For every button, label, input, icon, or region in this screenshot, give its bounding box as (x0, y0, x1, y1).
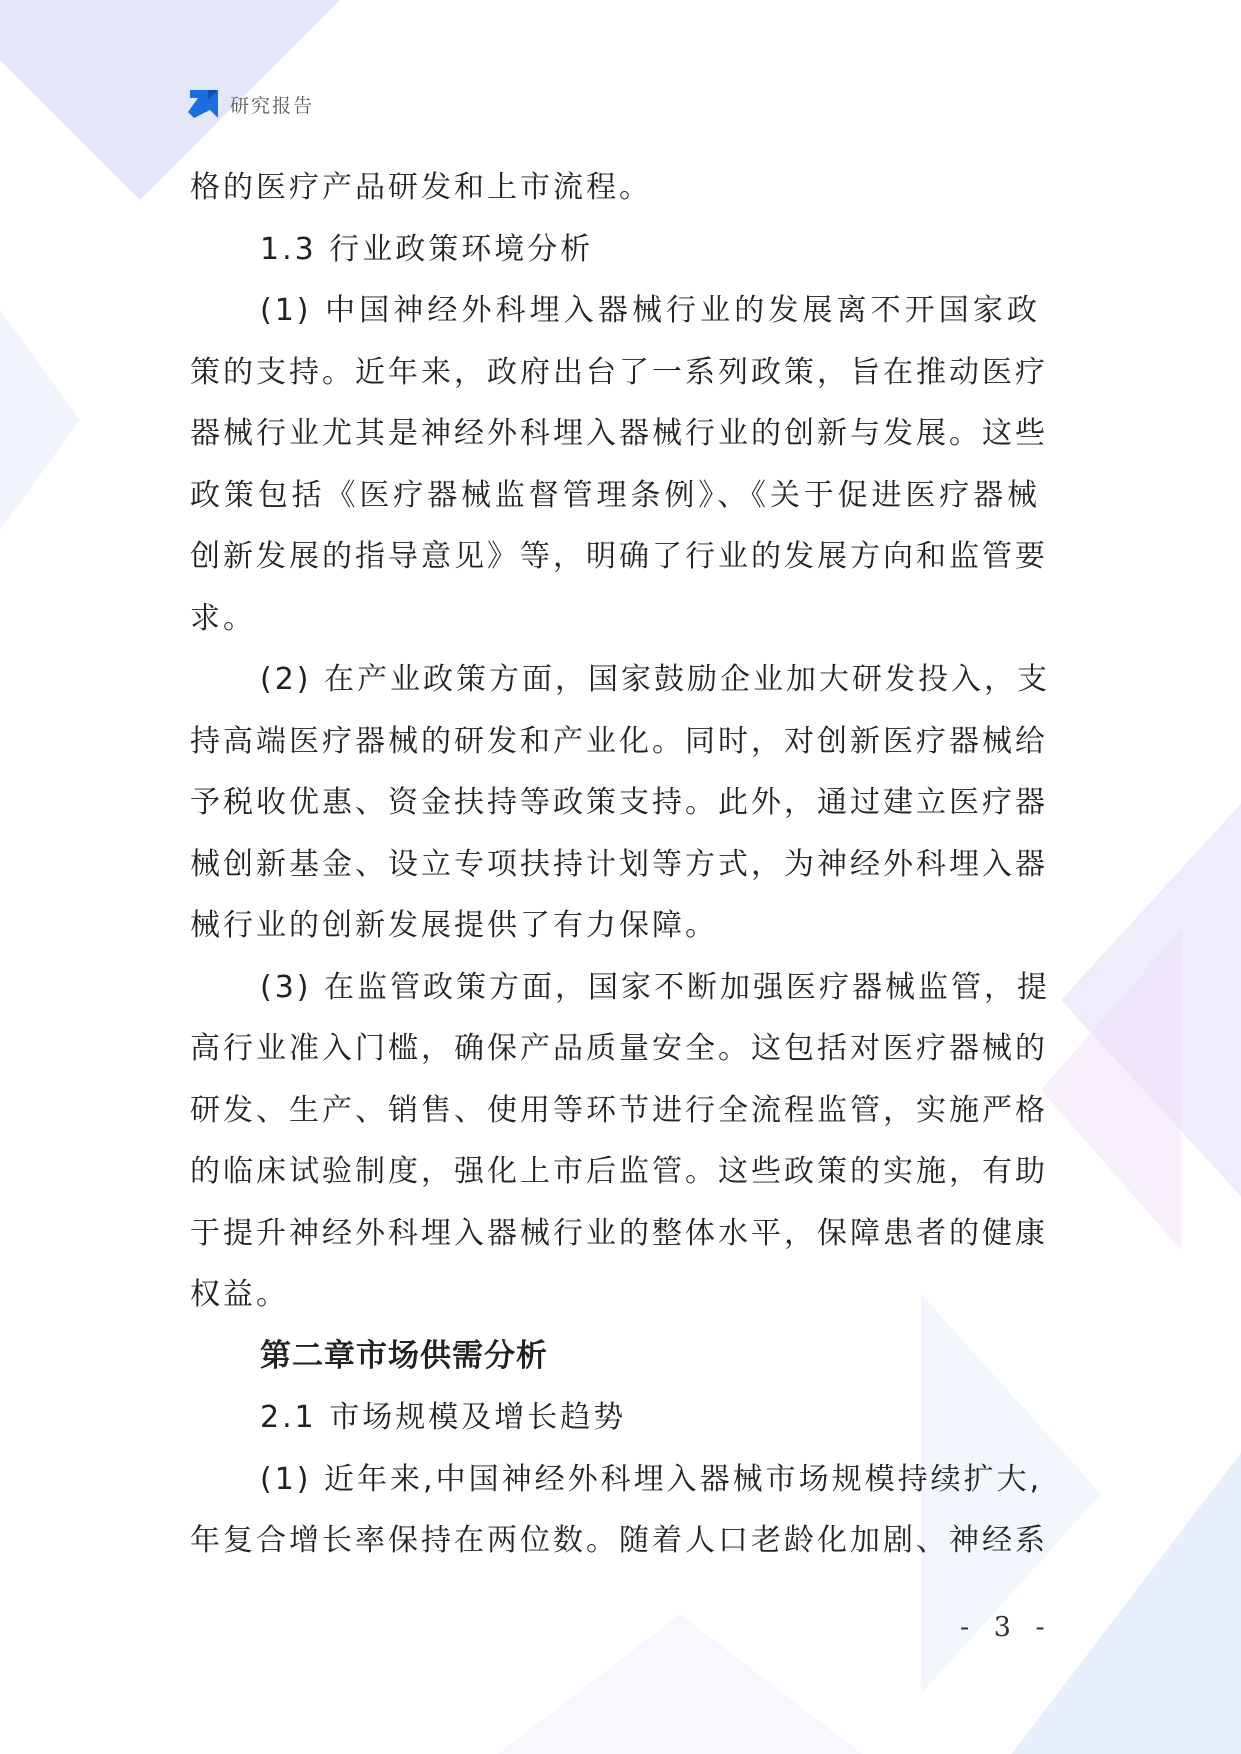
page-header (186, 88, 314, 120)
section-heading: 1.3 行业政策环境分析 (260, 231, 594, 267)
decor-triangle (420, 1614, 940, 1754)
paragraph-line: 械行业的创新发展提供了有力保障。 (190, 908, 718, 943)
decor-triangle (1041, 930, 1181, 1250)
arrow-logo-icon (186, 88, 220, 120)
paragraph-line: 械创新基金、设立专项扶持计划等方式，为神经外科埋入器 (190, 846, 1048, 882)
paragraph-line: 高行业准入门槛，确保产品质量安全。这包括对医疗器械的 (190, 1031, 1048, 1066)
paragraph-line: (1) 中国神经外科埋入器械行业的发展离不开国家政 (260, 293, 1040, 328)
paragraph-line: (2) 在产业政策方面，国家鼓励企业加大研发投入，支 (260, 662, 1051, 697)
paragraph-line: 的临床试验制度，强化上市后监管。这些政策的实施，有助 (190, 1154, 1048, 1189)
paragraph-line: (3) 在监管政策方面，国家不断加强医疗器械监管，提 (260, 969, 1051, 1005)
header-title: 研究报告 (230, 94, 315, 117)
document-body (190, 157, 1051, 1572)
section-heading: 2.1 市场规模及增长趋势 (260, 1400, 627, 1435)
paragraph-line: 求。 (190, 600, 256, 636)
paragraph-line: 策的支持。近年来，政府出台了一系列政策，旨在推动医疗 (190, 354, 1048, 390)
paragraph-line: 创新发展的指导意见》等，明确了行业的发展方向和监管要 (190, 539, 1048, 574)
paragraph-line: 持高端医疗器械的研发和产业化。同时，对创新医疗器械给 (190, 723, 1048, 759)
paragraph-line: 研发、生产、销售、使用等环节进行全流程监管，实施严格 (190, 1092, 1048, 1128)
paragraph-line: 器械行业尤其是神经外科埋入器械行业的创新与发展。这些 (190, 416, 1048, 451)
chapter-heading: 第二章市场供需分析 (260, 1337, 548, 1374)
paragraph-line: 于提升神经外科埋入器械行业的整体水平，保障患者的健康 (190, 1215, 1048, 1251)
paragraph-line: 格的医疗产品研发和上市流程。 (190, 170, 652, 205)
decor-triangle (0, 200, 80, 640)
page-number: - 3 - (960, 1612, 1053, 1643)
paragraph-line: 年复合增长率保持在两位数。随着人口老龄化加剧、神经系 (190, 1523, 1048, 1558)
paragraph-line: (1) 近年来,中国神经外科埋入器械市场规模持续扩大, (260, 1461, 1043, 1497)
paragraph-line: 予税收优惠、资金扶持等政策支持。此外，通过建立医疗器 (190, 785, 1048, 820)
paragraph-line: 权益。 (190, 1277, 289, 1312)
paragraph-line: 政策包括《医疗器械监督管理条例》、《关于促进医疗器械 (190, 477, 1040, 513)
